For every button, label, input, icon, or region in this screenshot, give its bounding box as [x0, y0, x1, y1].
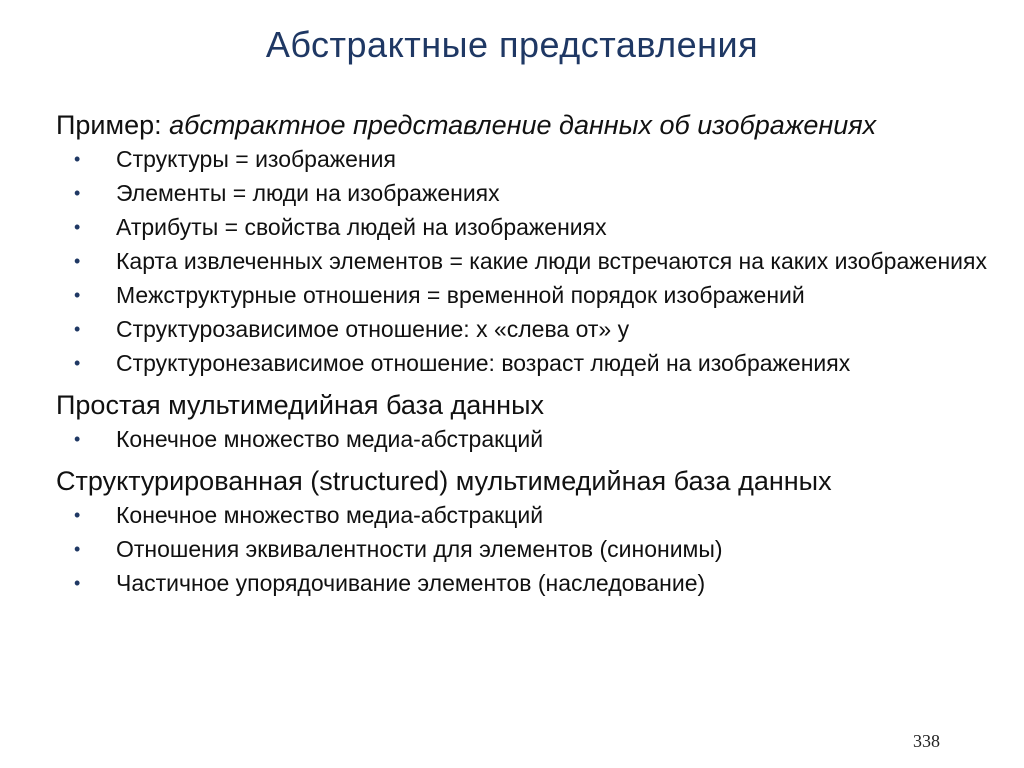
bullet-text: Элементы = люди на изображениях: [116, 180, 500, 206]
bullet-dot-icon: •: [74, 353, 81, 373]
bullet-text: Конечное множество медиа-абстракций: [116, 502, 544, 528]
bullet-text: Структурозависимое отношение: x «слева от» y: [116, 316, 630, 342]
bullet-item: [56, 210, 1006, 244]
bullet-text: Межструктурные отношения = временной порядок изображений: [116, 282, 805, 308]
slide-title: Абстрактные представления: [265, 24, 759, 65]
bullet-item: [56, 312, 1006, 346]
section-heading-lead: Простая мультимедийная база данных: [56, 390, 544, 420]
section-heading: [56, 108, 1006, 142]
bullet-item: [56, 346, 1006, 380]
section-heading: [56, 388, 1006, 422]
bullet-text: Отношения эквивалентности для элементов (синонимы): [116, 536, 723, 562]
bullet-dot-icon: •: [74, 539, 81, 559]
bullet-dot-icon: •: [74, 183, 81, 203]
bullet-text: Карта извлеченных элементов = какие люди встречаются на каких изображениях: [116, 248, 987, 274]
bullet-text: Структуронезависимое отношение: возраст людей на изображениях: [116, 350, 851, 376]
bullet-text: Конечное множество медиа-абстракций: [116, 426, 544, 452]
bullet-list: [56, 498, 1006, 600]
bullet-item: [56, 532, 1006, 566]
bullet-text: Частичное упорядочивание элементов (наследование): [116, 570, 706, 596]
bullet-dot-icon: •: [74, 251, 81, 271]
bullet-item: [56, 278, 1006, 312]
bullet-list: [56, 422, 1006, 456]
section-heading-italic: абстрактное представление данных об изображениях: [169, 110, 877, 140]
bullet-dot-icon: •: [74, 573, 81, 593]
bullet-item: [56, 422, 1006, 456]
bullet-list: [56, 142, 1006, 380]
bullet-item: [56, 142, 1006, 176]
bullet-item: [56, 498, 1006, 532]
section-heading: [56, 464, 1006, 498]
bullet-item: [56, 244, 1006, 278]
section-heading-lead: Структурированная (structured) мультимедийная база данных: [56, 466, 832, 496]
section-simple-mmdb: [56, 388, 1006, 456]
bullet-dot-icon: •: [74, 149, 81, 169]
bullet-dot-icon: •: [74, 429, 81, 449]
bullet-dot-icon: •: [74, 285, 81, 305]
bullet-text: Структуры = изображения: [116, 146, 396, 172]
bullet-dot-icon: •: [74, 505, 81, 525]
page-number: 338: [913, 731, 940, 751]
section-heading-lead: Пример:: [56, 110, 170, 140]
bullet-dot-icon: •: [74, 319, 81, 339]
bullet-dot-icon: •: [74, 217, 81, 237]
slide-content: [56, 108, 1006, 600]
section-example: [56, 108, 1006, 380]
bullet-item: [56, 176, 1006, 210]
bullet-item: [56, 566, 1006, 600]
bullet-text: Атрибуты = свойства людей на изображениях: [116, 214, 607, 240]
section-structured-mmdb: [56, 464, 1006, 600]
